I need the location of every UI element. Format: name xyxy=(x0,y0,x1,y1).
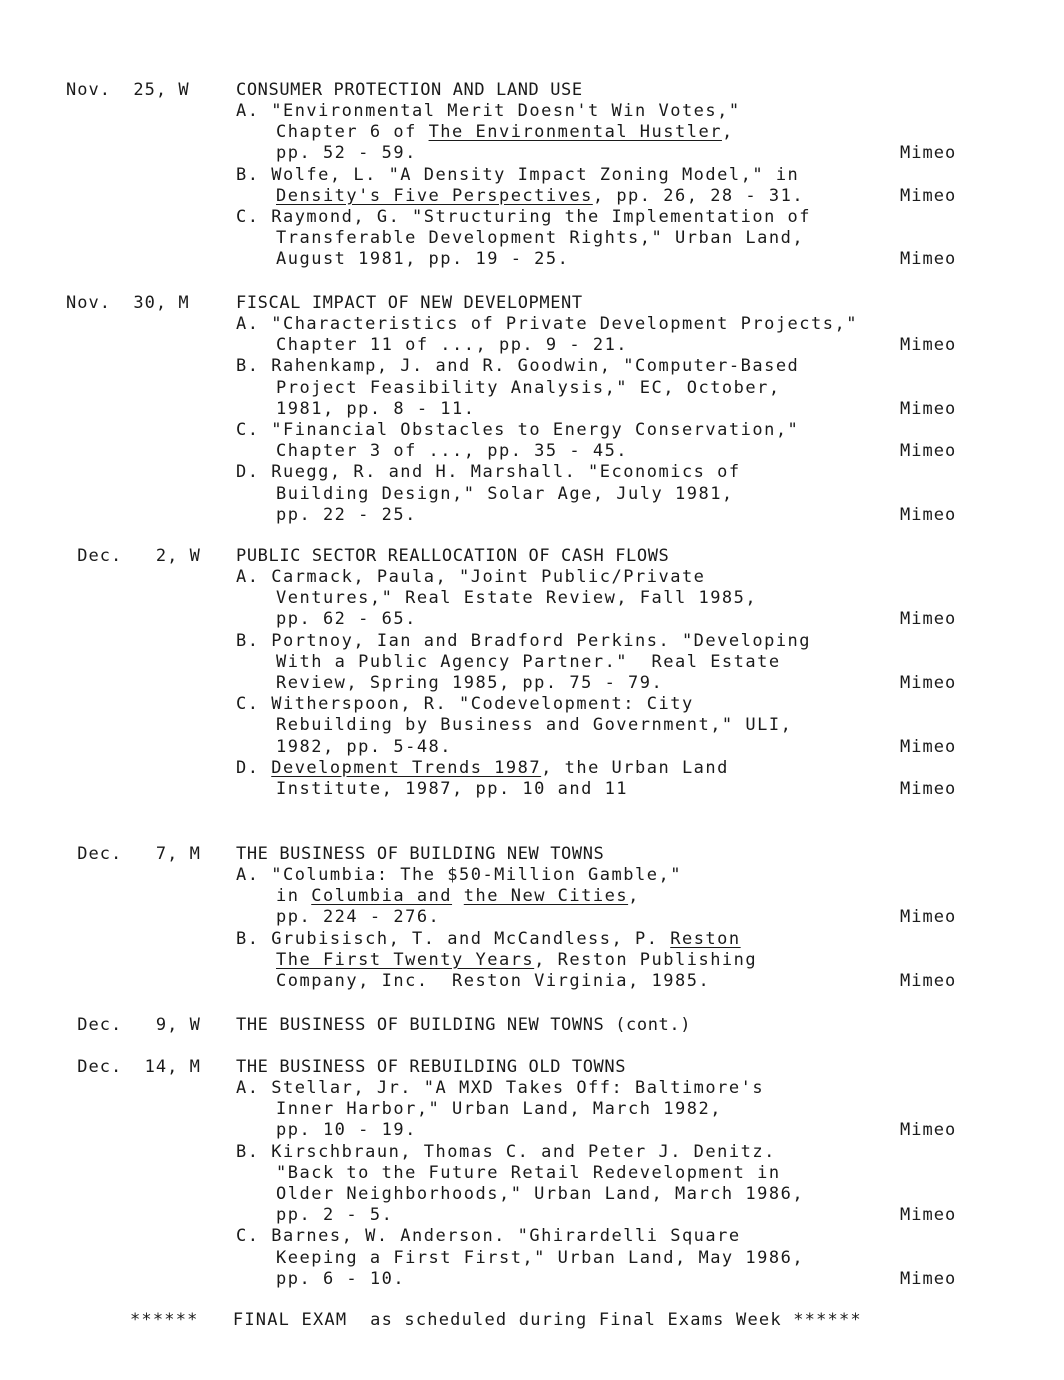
reading-entry xyxy=(236,101,976,165)
reading-line xyxy=(236,779,976,800)
reading-entry xyxy=(236,1226,976,1290)
reading-line xyxy=(236,865,976,886)
reading-text: in xyxy=(276,886,312,907)
reading-source: Mimeo xyxy=(900,249,957,270)
reading-text: pp. 52 - 59. xyxy=(276,143,417,164)
reading-source: Mimeo xyxy=(900,672,957,693)
reading-line xyxy=(236,1205,976,1226)
reading-entry xyxy=(236,314,976,356)
reading-letter: B. xyxy=(236,356,272,377)
session-topic: THE BUSINESS OF BUILDING NEW TOWNS xyxy=(236,844,605,864)
session-topic: CONSUMER PROTECTION AND LAND USE xyxy=(236,80,583,100)
reading-source: Mimeo xyxy=(900,778,957,799)
reading-entry xyxy=(236,420,976,462)
reading-line xyxy=(236,101,976,122)
reading-letter: C. xyxy=(236,1226,272,1247)
reading-line xyxy=(236,249,976,270)
reading-text: Chapter 11 of ..., pp. 9 - 21. xyxy=(276,335,629,356)
reading-line xyxy=(236,462,976,483)
reading-line xyxy=(236,399,976,420)
reading-text: Ruegg, R. and H. Marshall. "Economics of xyxy=(271,462,741,483)
reading-line xyxy=(236,950,976,971)
reading-line xyxy=(236,886,976,907)
reading-text: Rebuilding by Business and Government," ULI, xyxy=(276,715,793,736)
session-topic: FISCAL IMPACT OF NEW DEVELOPMENT xyxy=(236,293,583,313)
reading-text: Institute, 1987, pp. 10 and 11 xyxy=(276,778,629,799)
reading-line xyxy=(236,484,976,505)
reading-text: Ventures," Real Estate Review, Fall 1985, xyxy=(276,588,758,609)
reading-text: Kirschbraun, Thomas C. and Peter J. Denitz. xyxy=(271,1141,776,1162)
reading-letter: A. xyxy=(236,865,272,885)
reading-entry xyxy=(236,865,976,929)
session-date: Dec. 9, W xyxy=(66,1015,201,1035)
reading-text: pp. 2 - 5. xyxy=(276,1205,394,1226)
reading-source: Mimeo xyxy=(900,736,957,757)
reading-source: Mimeo xyxy=(900,504,957,525)
reading-source: Mimeo xyxy=(900,143,957,164)
reading-entry xyxy=(236,929,976,993)
reading-source: Mimeo xyxy=(900,441,957,462)
reading-letter: D. xyxy=(236,462,272,483)
reading-line xyxy=(236,207,976,228)
reading-line xyxy=(236,314,976,335)
reading-line xyxy=(236,1248,976,1269)
reading-source: Mimeo xyxy=(900,970,957,991)
reading-text: pp. 62 - 65. xyxy=(276,609,417,630)
reading-text: Keeping a First First," Urban Land, May 1986, xyxy=(276,1247,805,1268)
session-date: Nov. 30, M xyxy=(66,293,190,313)
reading-text: Raymond, G. "Structuring the Implementation of xyxy=(271,206,812,227)
reading-letter: C. xyxy=(236,694,272,715)
reading-line xyxy=(236,420,976,441)
session-content xyxy=(236,1015,976,1036)
reading-text: "Environmental Merit Doesn't Win Votes," xyxy=(271,101,741,121)
reading-line xyxy=(236,907,976,928)
session-topic: PUBLIC SECTOR REALLOCATION OF CASH FLOWS xyxy=(236,546,670,566)
session-topic: THE BUSINESS OF BUILDING NEW TOWNS (cont.) xyxy=(236,1015,692,1035)
reading-line xyxy=(236,631,976,652)
reading-text: Inner Harbor," Urban Land, March 1982, xyxy=(276,1099,722,1120)
reading-text: "Back to the Future Retail Redevelopment in xyxy=(276,1162,781,1183)
session-content xyxy=(236,1057,976,1290)
reading-text: Stellar, Jr. "A MXD Takes Off: Baltimore's xyxy=(271,1078,765,1098)
reading-text: Chapter 3 of ..., pp. 35 - 45. xyxy=(276,441,629,462)
reading-text xyxy=(452,886,464,906)
reading-entry xyxy=(236,631,976,695)
reading-source: Mimeo xyxy=(900,1120,957,1141)
session-date: Nov. 25, W xyxy=(66,80,190,100)
reading-line xyxy=(236,122,976,143)
reading-line xyxy=(236,1142,976,1163)
reading-line xyxy=(236,505,976,526)
reading-text: "Columbia: The $50-Million Gamble," xyxy=(271,865,682,885)
reading-text: pp. 6 - 10. xyxy=(276,1268,406,1289)
reading-line xyxy=(236,758,976,779)
reading-line xyxy=(236,737,976,758)
reading-text: Transferable Development Rights," Urban Land, xyxy=(276,228,805,249)
reading-line xyxy=(236,609,976,630)
session-content xyxy=(236,80,976,271)
session-topic: THE BUSINESS OF REBUILDING OLD TOWNS xyxy=(236,1057,627,1077)
reading-text: Rahenkamp, J. and R. Goodwin, "Computer-Based xyxy=(271,356,800,377)
session-content xyxy=(236,546,976,800)
reading-title-underlined: Columbia and xyxy=(311,886,453,907)
reading-text: Older Neighborhoods," Urban Land, March 1986, xyxy=(276,1183,805,1204)
reading-line xyxy=(236,1184,976,1205)
reading-line xyxy=(236,929,976,950)
reading-title-underlined: Reston xyxy=(670,928,741,949)
reading-line xyxy=(236,335,976,356)
reading-text: , pp. 26, 28 - 31. xyxy=(592,185,805,206)
reading-entry xyxy=(236,694,976,758)
reading-entry xyxy=(236,758,976,800)
reading-source: Mimeo xyxy=(900,907,957,928)
session-date: Dec. 7, M xyxy=(66,844,201,864)
reading-text: Building Design," Solar Age, July 1981, xyxy=(276,483,734,504)
reading-letter: B. xyxy=(236,928,272,949)
reading-line xyxy=(236,715,976,736)
reading-letter: C. xyxy=(236,206,272,227)
reading-line xyxy=(236,652,976,673)
reading-entry xyxy=(236,165,976,207)
reading-source: Mimeo xyxy=(900,609,957,630)
reading-line xyxy=(236,143,976,164)
reading-text: Company, Inc. Reston Virginia, 1985. xyxy=(276,970,711,991)
reading-text: "Financial Obstacles to Energy Conservation," xyxy=(271,419,800,440)
reading-line xyxy=(236,1269,976,1290)
reading-letter: C. xyxy=(236,419,272,440)
reading-line xyxy=(236,673,976,694)
reading-title-underlined: The First Twenty Years xyxy=(276,949,535,970)
reading-line xyxy=(236,356,976,377)
reading-letter: A. xyxy=(236,314,272,334)
reading-letter: D. xyxy=(236,757,272,778)
session-content xyxy=(236,844,976,992)
reading-line xyxy=(236,378,976,399)
reading-text: , xyxy=(721,122,734,143)
reading-line xyxy=(236,1078,976,1099)
reading-line xyxy=(236,165,976,186)
reading-letter: B. xyxy=(236,1141,272,1162)
session-date: Dec. 14, M xyxy=(66,1057,201,1077)
reading-entry xyxy=(236,356,976,420)
reading-text: Carmack, Paula, "Joint Public/Private xyxy=(271,567,706,587)
reading-line xyxy=(236,1226,976,1247)
reading-line xyxy=(236,971,976,992)
reading-title-underlined: the New Cities xyxy=(463,886,629,907)
reading-letter: B. xyxy=(236,630,272,651)
final-exam-note: ****** FINAL EXAM as scheduled during Final Exams Week ****** xyxy=(130,1310,862,1330)
reading-letter: A. xyxy=(236,567,272,587)
reading-line xyxy=(236,588,976,609)
reading-letter: B. xyxy=(236,164,272,185)
reading-line xyxy=(236,1120,976,1141)
reading-text: August 1981, pp. 19 - 25. xyxy=(276,249,570,270)
reading-text: Chapter 6 of xyxy=(276,122,429,143)
reading-entry xyxy=(236,1078,976,1142)
reading-text: With a Public Agency Partner." Real Estate xyxy=(276,651,781,672)
reading-title-underlined: The Environmental Hustler xyxy=(428,122,722,143)
reading-text: pp. 10 - 19. xyxy=(276,1120,417,1141)
reading-line xyxy=(236,567,976,588)
session-content xyxy=(236,293,976,526)
reading-text: Project Feasibility Analysis," EC, October, xyxy=(276,377,781,398)
reading-entry xyxy=(236,567,976,631)
reading-letter: A. xyxy=(236,1078,272,1098)
reading-text: Portnoy, Ian and Bradford Perkins. "Developing xyxy=(271,630,812,651)
reading-text: pp. 22 - 25. xyxy=(276,504,417,525)
reading-text: , Reston Publishing xyxy=(534,949,758,970)
reading-text: Review, Spring 1985, pp. 75 - 79. xyxy=(276,672,664,693)
reading-text: , the Urban Land xyxy=(541,757,729,778)
reading-text: Grubisisch, T. and McCandless, P. xyxy=(271,928,671,949)
reading-text: Wolfe, L. "A Density Impact Zoning Model," in xyxy=(271,164,800,185)
reading-title-underlined: Density's Five Perspectives xyxy=(276,185,593,206)
reading-source: Mimeo xyxy=(900,185,957,206)
reading-line xyxy=(236,186,976,207)
reading-title-underlined: Development Trends 1987 xyxy=(271,757,542,778)
reading-source: Mimeo xyxy=(900,1205,957,1226)
reading-letter: A. xyxy=(236,101,272,121)
reading-text: , xyxy=(628,886,640,907)
reading-text: Barnes, W. Anderson. "Ghirardelli Square xyxy=(271,1226,741,1247)
reading-text: 1982, pp. 5-48. xyxy=(276,736,453,757)
reading-line xyxy=(236,228,976,249)
reading-text: pp. 224 - 276. xyxy=(276,907,441,928)
reading-text: Witherspoon, R. "Codevelopment: City xyxy=(271,694,694,715)
reading-source: Mimeo xyxy=(900,398,957,419)
reading-line xyxy=(236,1163,976,1184)
reading-entry xyxy=(236,207,976,271)
reading-line xyxy=(236,441,976,462)
reading-source: Mimeo xyxy=(900,1268,957,1289)
reading-entry xyxy=(236,462,976,526)
reading-text: "Characteristics of Private Development Projects," xyxy=(271,314,858,334)
session-date: Dec. 2, W xyxy=(66,546,201,566)
reading-text: 1981, pp. 8 - 11. xyxy=(276,398,476,419)
reading-line xyxy=(236,1099,976,1120)
reading-source: Mimeo xyxy=(900,335,957,356)
reading-entry xyxy=(236,1142,976,1227)
reading-line xyxy=(236,694,976,715)
